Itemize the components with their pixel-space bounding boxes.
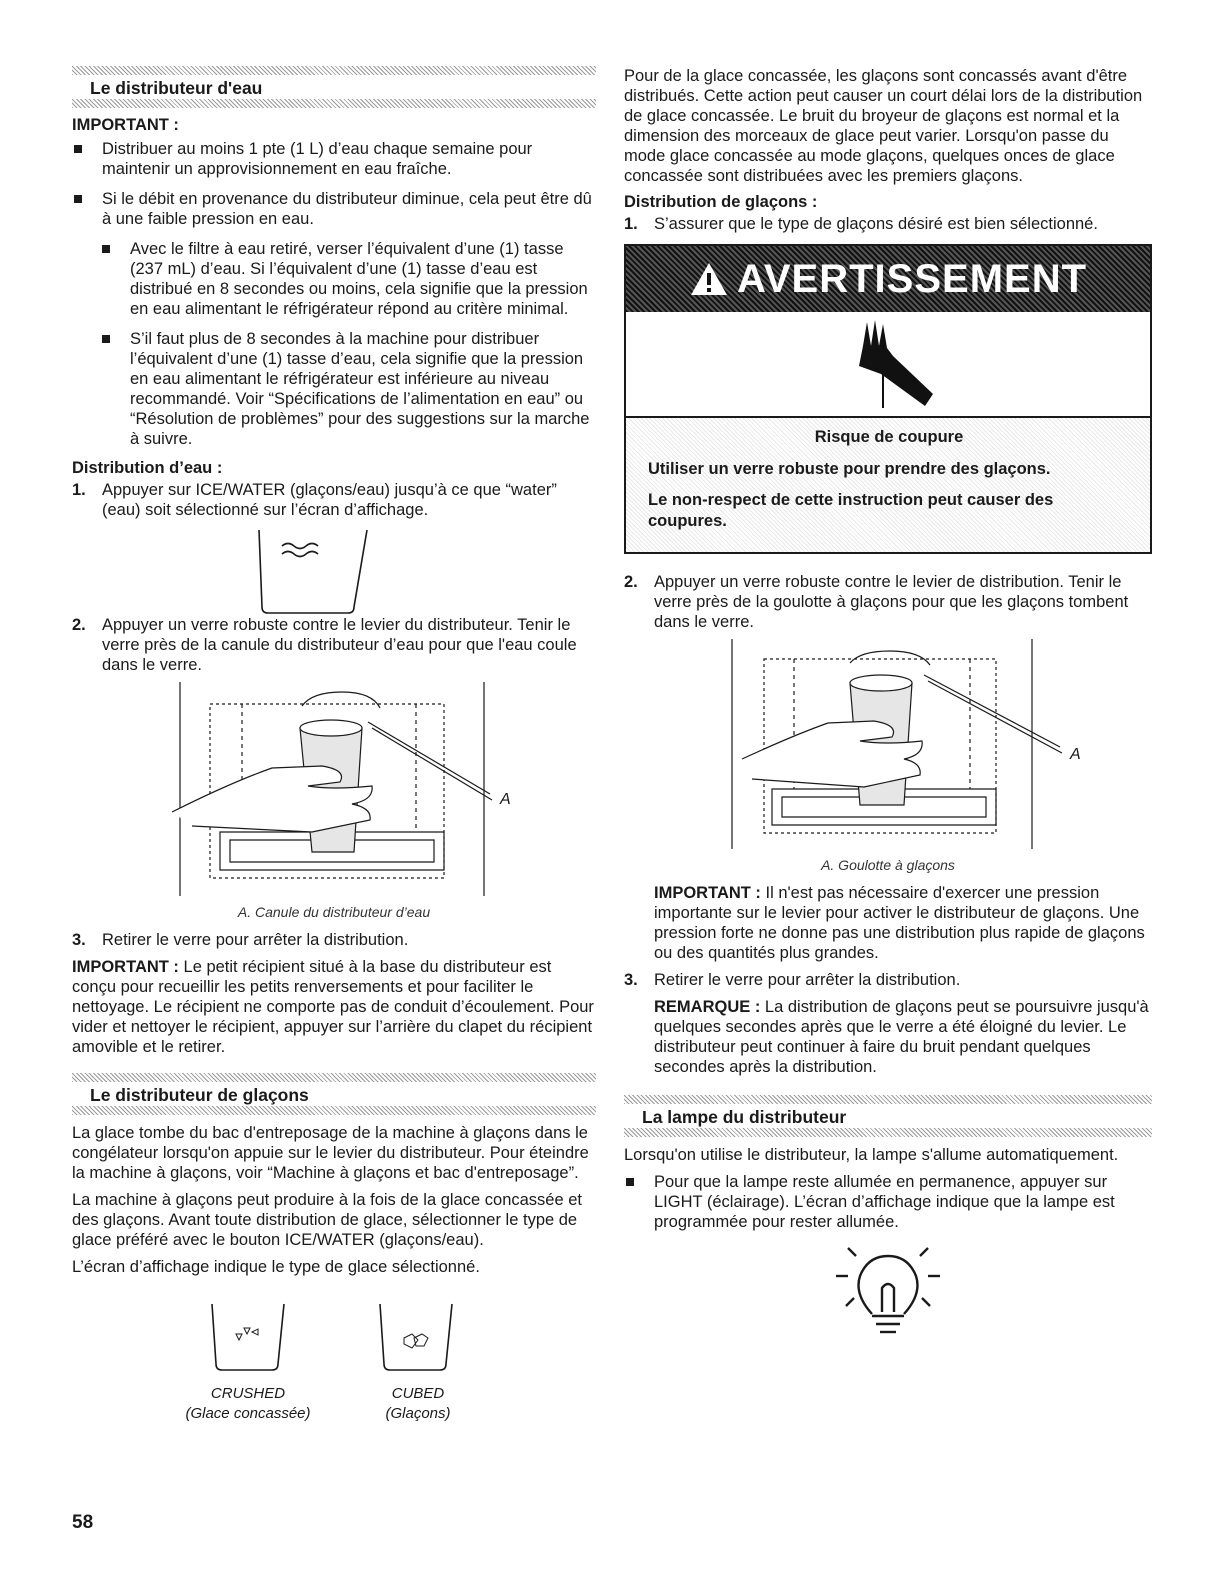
warning-triangle-icon	[689, 261, 729, 297]
warning-pictogram-area	[626, 312, 1150, 418]
ice-dispenser-section-header	[72, 1073, 596, 1115]
section-rule	[72, 66, 596, 75]
ice-dispenser-illustration	[624, 639, 1152, 853]
section-rule	[624, 1095, 1152, 1104]
warning-header	[626, 246, 1150, 312]
ice-figure-caption: A. Goulotte à glaçons	[821, 857, 955, 873]
lamp-title: La lampe du distributeur	[642, 1107, 847, 1127]
ice-paragraph: La glace tombe du bac d'entreposage de la machine à glaçons dans le congélateur lorsqu'on appuie sur le levier du distributeur. Pour éteindre la machine à glaçons, voir “Machine à glaçons et bac d'entreposage”.	[72, 1124, 589, 1182]
step-number: 1.	[624, 215, 638, 233]
step-text: Appuyer sur ICE/WATER (glaçons/eau) jusqu’à ce que “water” (eau) soit sélectionné sur l’écran d’affichage.	[102, 481, 557, 519]
section-rule	[624, 1128, 1152, 1137]
lamp-paragraph: Lorsqu'on utilise le distributeur, la lampe s'allume automatiquement.	[624, 1146, 1119, 1164]
step-number: 2.	[624, 573, 638, 591]
left-column	[72, 66, 596, 1434]
ice-distribution-heading: Distribution de glaçons :	[624, 193, 818, 211]
water-cup-display-icon	[72, 527, 596, 615]
step-number: 3.	[624, 971, 638, 989]
important-paragraph	[624, 883, 1152, 963]
warning-body	[626, 418, 1150, 552]
water-step-3	[72, 930, 596, 950]
important-label: IMPORTANT :	[654, 884, 761, 902]
water-figure-caption: A. Canule du distributeur d’eau	[237, 904, 431, 920]
important-bullet: Distribuer au moins 1 pte (1 L) d’eau chaque semaine pour maintenir un approvisionnement en eau fraîche.	[72, 139, 596, 179]
section-rule	[72, 1073, 596, 1082]
cubed-sublabel: (Glaçons)	[385, 1405, 451, 1422]
ice-step-2	[624, 572, 1152, 632]
lamp-bullet: Pour que la lampe reste allumée en permanence, appuyer sur LIGHT (éclairage). L’écran d’affichage indique que la lampe est programmée pour rester allumée.	[624, 1172, 1152, 1232]
water-step-1	[72, 480, 596, 520]
warning-instruction: Utiliser un verre robuste pour prendre des glaçons.	[648, 460, 1051, 478]
important-text: Le petit récipient situé à la base du distributeur est conçu pour recueillir les petits renversements et pour faciliter le nettoyage. Le récipient ne comporte pas de conduit d’écoulement. Pour vider et nettoyer le récipient, appuyer sur l’arrière du clapet du récipient amovible et le retirer.	[72, 958, 594, 1056]
water-distribution-heading: Distribution d’eau :	[72, 459, 223, 477]
cut-hand-icon	[833, 316, 943, 412]
important-bullet: Si le débit en provenance du distributeur diminue, cela peut être dû à une faible pression en eau.	[72, 189, 596, 229]
water-step-2	[72, 615, 596, 675]
water-dispenser-title: Le distributeur d'eau	[90, 78, 263, 98]
right-column	[624, 66, 1152, 1352]
section-rule	[72, 1106, 596, 1115]
crushed-sublabel: (Glace concassée)	[185, 1405, 311, 1422]
ice-dispenser-title: Le distributeur de glaçons	[90, 1085, 309, 1105]
step-text: Retirer le verre pour arrêter la distribution.	[102, 931, 409, 949]
pressure-sub-bullet: S’il faut plus de 8 secondes à la machine pour distribuer l’équivalent d’une (1) tasse d’eau, cela signifie que la pression en eau alimentant le réfrigérateur est inférieure au niveau recommandé. Voir “Spécifications de l’alimentation en eau” ou “Résolution de problèmes” pour des suggestions sur la marche à suivre.	[72, 329, 596, 449]
note-paragraph	[624, 997, 1152, 1077]
important-label: IMPORTANT :	[72, 958, 179, 976]
important-heading: IMPORTANT :	[72, 116, 179, 134]
step-text: Appuyer un verre robuste contre le levier de distribution. Tenir le verre près de la goulotte à glaçons pour que les glaçons tombent dans le verre.	[654, 573, 1129, 631]
crushed-label: CRUSHED	[210, 1385, 286, 1402]
section-rule	[72, 99, 596, 108]
step-number: 1.	[72, 481, 86, 499]
step-text: S’assurer que le type de glaçons désiré est bien sélectionné.	[654, 215, 1098, 233]
lamp-section-header	[624, 1095, 1152, 1137]
cubed-label: CUBED	[391, 1385, 445, 1402]
page-number: 58	[72, 1512, 94, 1533]
step-number: 3.	[72, 931, 86, 949]
warning-risk-text: Risque de coupure	[814, 428, 964, 446]
ice-paragraph: La machine à glaçons peut produire à la fois de la glace concassée et des glaçons. Avant toute distribution de glace, sélectionner le type de glace préféré avec le bouton ICE/WATER (glaçons/eau).	[72, 1191, 582, 1249]
figure-label-a: A	[500, 791, 511, 808]
warning-consequence: Le non-respect de cette instruction peut causer des coupures.	[648, 491, 1054, 530]
step-text: Appuyer un verre robuste contre le levier du distributeur. Tenir le verre près de la canule du distributeur d’eau pour que l'eau coule dans le verre.	[102, 616, 577, 674]
important-text: Il n'est pas nécessaire d'exercer une pression importante sur le levier pour activer le distributeur de glaçons. Une pression forte ne donne pas une distribution plus rapide de glaçons ou des quantités plus grandes.	[654, 884, 1145, 962]
crushed-ice-paragraph: Pour de la glace concassée, les glaçons sont concassés avant d'être distribués. Cette action peut causer un court délai lors de la distribution de glace concassée. Le bruit du broyeur de glaçons est normal et la dimension des morceaux de glace peut varier. Lorsqu'on passe du mode glace concassée au mode glaçons, quelques onces de glace concassée sont distribuées avec les premiers glaçons.	[624, 67, 1143, 185]
ice-paragraph: L’écran d’affichage indique le type de glace sélectionné.	[72, 1258, 480, 1276]
note-label: REMARQUE :	[654, 998, 761, 1016]
ice-step-3	[624, 970, 1152, 990]
important-paragraph	[72, 957, 596, 1057]
pressure-sub-bullet: Avec le filtre à eau retiré, verser l’équivalent d’une (1) tasse (237 mL) d’eau. Si l’équivalent d’une (1) tasse d’eau est distribué en 8 secondes ou moins, cela signifie que la pression en eau alimentant le réfrigérateur répond au critère minimal.	[72, 239, 596, 319]
water-dispenser-illustration	[72, 682, 596, 900]
warning-box	[624, 244, 1152, 554]
step-number: 2.	[72, 616, 86, 634]
note-text: La distribution de glaçons peut se poursuivre jusqu'à quelques secondes après que le verre a été éloigné du levier. Le distributeur peut continuer à faire du bruit pendant quelques secondes après la distribution.	[654, 998, 1149, 1076]
figure-label-a: A	[1070, 746, 1081, 763]
ice-type-icons	[72, 1284, 596, 1434]
water-dispenser-section-header	[72, 66, 596, 108]
warning-title: AVERTISSEMENT	[736, 256, 1088, 301]
light-bulb-icon	[624, 1242, 1152, 1352]
ice-step-1	[624, 214, 1152, 234]
step-text: Retirer le verre pour arrêter la distribution.	[654, 971, 961, 989]
